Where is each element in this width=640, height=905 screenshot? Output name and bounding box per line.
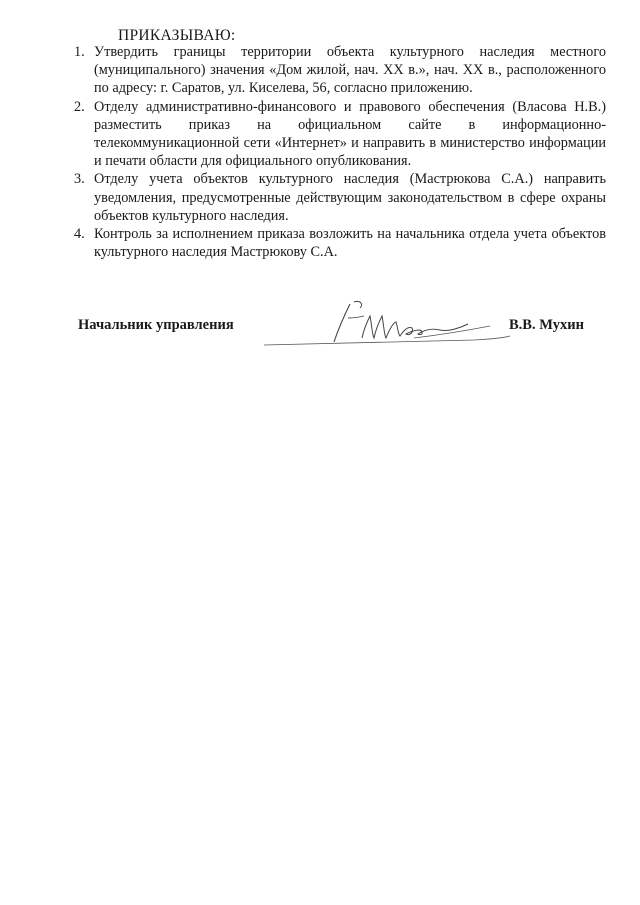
order-number: 2. [74, 98, 85, 115]
order-text: Утвердить границы территории объекта культурного наследия местного (муниципального) значения «Дом жилой, нач. XX в.», нач. XX в., расположенного по адресу: г. Саратов, ул. Киселева, 56, согласно приложению. [94, 44, 606, 97]
signature-block [78, 312, 608, 352]
order-item-1 [76, 43, 606, 98]
order-number: 1. [74, 44, 85, 60]
order-item-4 [76, 225, 606, 261]
order-list [76, 43, 606, 261]
signatory-name: В.В. Мухин [509, 317, 584, 333]
order-number: 3. [74, 171, 85, 188]
order-text: Отделу административно-финансового и правового обеспечения (Власова Н.В.) разместить приказ на официальном сайте в информационно-телекоммуникационной сети «Интернет» и направить в министерство информации и печати области для официального опубликования. [94, 98, 606, 170]
order-heading: ПРИКАЗЫВАЮ: [118, 27, 236, 44]
handwritten-signature [264, 298, 524, 350]
order-number: 4. [74, 226, 85, 243]
order-item-2 [76, 98, 606, 171]
order-text: Контроль за исполнением приказа возложить на начальника отдела учета объектов культурного наследия Мастрюкову С.А. [94, 226, 606, 261]
order-item-3 [76, 170, 606, 225]
order-text: Отделу учета объектов культурного наследия (Мастрюкова С.А.) направить уведомления, предусмотренные действующим законодательством в сфере охраны объектов культурного наследия. [94, 171, 606, 224]
signatory-position: Начальник управления [78, 317, 234, 333]
